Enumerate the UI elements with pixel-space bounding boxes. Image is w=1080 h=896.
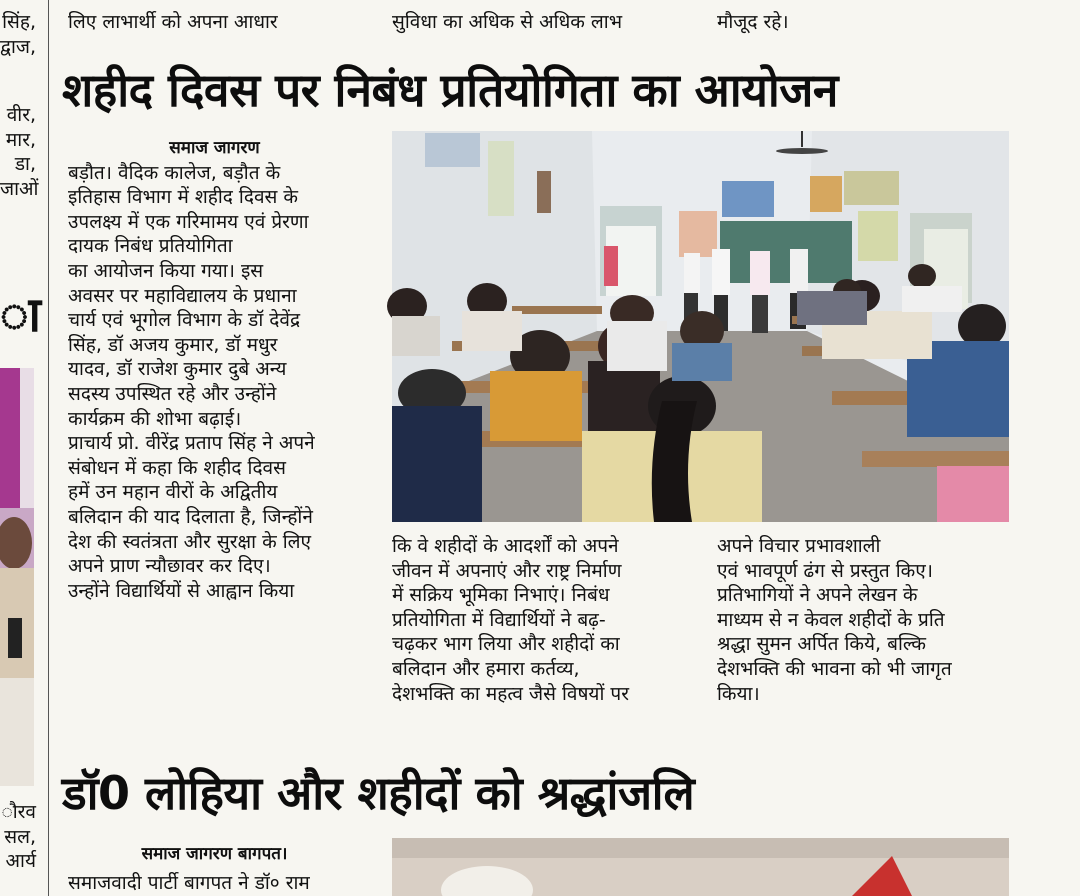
article1-col1: [68, 136, 361, 603]
left-cutoff-column-bottom: [0, 800, 36, 874]
text-line: हमें उन महान वीरों के अद्वितीय: [68, 481, 278, 504]
left-cutoff-photo: [0, 368, 34, 786]
text-line: इतिहास विभाग में शहीद दिवस के: [68, 186, 298, 209]
text-line: कि वे शहीदों के आदर्शों को अपने: [392, 535, 619, 557]
cutoff-text: मार,: [5, 128, 36, 151]
top-partial-line: लिए लाभार्थी को अपना आधार: [68, 11, 278, 33]
text-line: श्रद्धा सुमन अर्पित किये, बल्कि: [717, 633, 927, 656]
cutoff-text: वीर,: [6, 104, 36, 127]
text-line: का आयोजन किया गया। इस: [68, 259, 264, 282]
cutoff-text: डा,: [14, 153, 36, 176]
top-partial-line: सुविधा का अधिक से अधिक लाभ: [392, 11, 623, 33]
text-line: अपने प्राण न्यौछावर कर दिए।: [68, 555, 271, 578]
text-line: चढ़कर भाग लिया और शहीदों का: [392, 633, 620, 656]
top-partial-line: मौजूद रहे।: [717, 11, 789, 33]
text-line: देशभक्ति की भावना को भी जागृत: [717, 657, 952, 680]
cutoff-text: सिंह,: [2, 11, 36, 33]
cutoff-text: जाओं: [0, 177, 39, 200]
cutoff-text: सल,: [4, 825, 36, 848]
text-line: देशभक्ति का महत्व जैसे विषयों पर: [392, 682, 629, 705]
text-line: में सक्रिय भूमिका निभाएं। निबंध: [392, 584, 610, 607]
text-line: उन्होंने विद्यार्थियों से आह्वान किया: [68, 579, 295, 602]
text-line: संबोधन में कहा कि शहीद दिवस: [68, 456, 286, 479]
text-line: प्राचार्य प्रो. वीरेंद्र प्रताप सिंह ने अपने: [68, 432, 315, 455]
text-line: सदस्य उपस्थित रहे और उन्होंने: [68, 382, 277, 405]
text-line: प्रतिभागियों ने अपने लेखन के: [717, 584, 918, 607]
text-line: किया।: [717, 682, 760, 705]
text-line: सिंह, डॉ अजय कुमार, डॉ मधुर: [68, 333, 278, 356]
text-line: उपलक्ष्य में एक गरिमामय एवं प्रेरणा: [68, 210, 309, 233]
text-line: अवसर पर महाविद्यालय के प्रधाना: [68, 284, 297, 307]
text-line: समाजवादी पार्टी बागपत ने डॉ० राम: [68, 871, 310, 894]
top-partial-col2: [392, 10, 687, 35]
left-cutoff-column: [0, 10, 39, 202]
article2-photo: [392, 838, 1009, 896]
text-line: बलिदान की याद दिलाता है, जिन्होंने: [68, 505, 313, 528]
cutoff-text: द्वाज,: [0, 35, 36, 58]
article2-headline: डॉ0 लोहिया और शहीदों को श्रद्धांजलि: [62, 766, 695, 820]
column-divider: [48, 0, 49, 896]
text-line: एवं भावपूर्ण ढंग से प्रस्तुत किए।: [717, 559, 933, 582]
text-line: यादव, डॉ राजेश कुमार दुबे अन्य: [68, 358, 287, 381]
text-line: जीवन में अपनाएं और राष्ट्र निर्माण: [392, 559, 622, 582]
article1-col3: [717, 534, 1010, 706]
text-line: कार्यक्रम की शोभा बढ़ाई।: [68, 407, 242, 430]
text-line: अपने विचार प्रभावशाली: [717, 535, 881, 557]
classroom-photo: [392, 131, 1009, 522]
cutoff-text: ौरव: [1, 801, 36, 823]
text-line: माध्यम से न केवल शहीदों के प्रति: [717, 608, 945, 631]
text-line: चार्य एवं भूगोल विभाग के डॉ देवेंद्र: [68, 309, 301, 332]
left-cutoff-headline: ा: [0, 287, 41, 343]
top-partial-col3: [717, 10, 1012, 35]
article1-byline: समाज जागरण: [169, 138, 260, 158]
text-line: बड़ौत। वैदिक कालेज, बड़ौत के: [68, 161, 281, 184]
article2-byline: समाज जागरण बागपत।: [141, 844, 288, 864]
text-line: दायक निबंध प्रतियोगिता: [68, 235, 233, 258]
article2-col1: [68, 842, 361, 895]
text-line: देश की स्वतंत्रता और सुरक्षा के लिए: [68, 530, 312, 553]
text-line: प्रतियोगिता में विद्यार्थियों ने बढ़-: [392, 608, 606, 631]
article1-col2: [392, 534, 687, 706]
top-partial-col1: [68, 10, 363, 35]
cutoff-text: आर्य: [5, 850, 36, 873]
article1-headline: शहीद दिवस पर निबंध प्रतियोगिता का आयोजन: [62, 63, 838, 117]
text-line: बलिदान और हमारा कर्तव्य,: [392, 657, 580, 680]
